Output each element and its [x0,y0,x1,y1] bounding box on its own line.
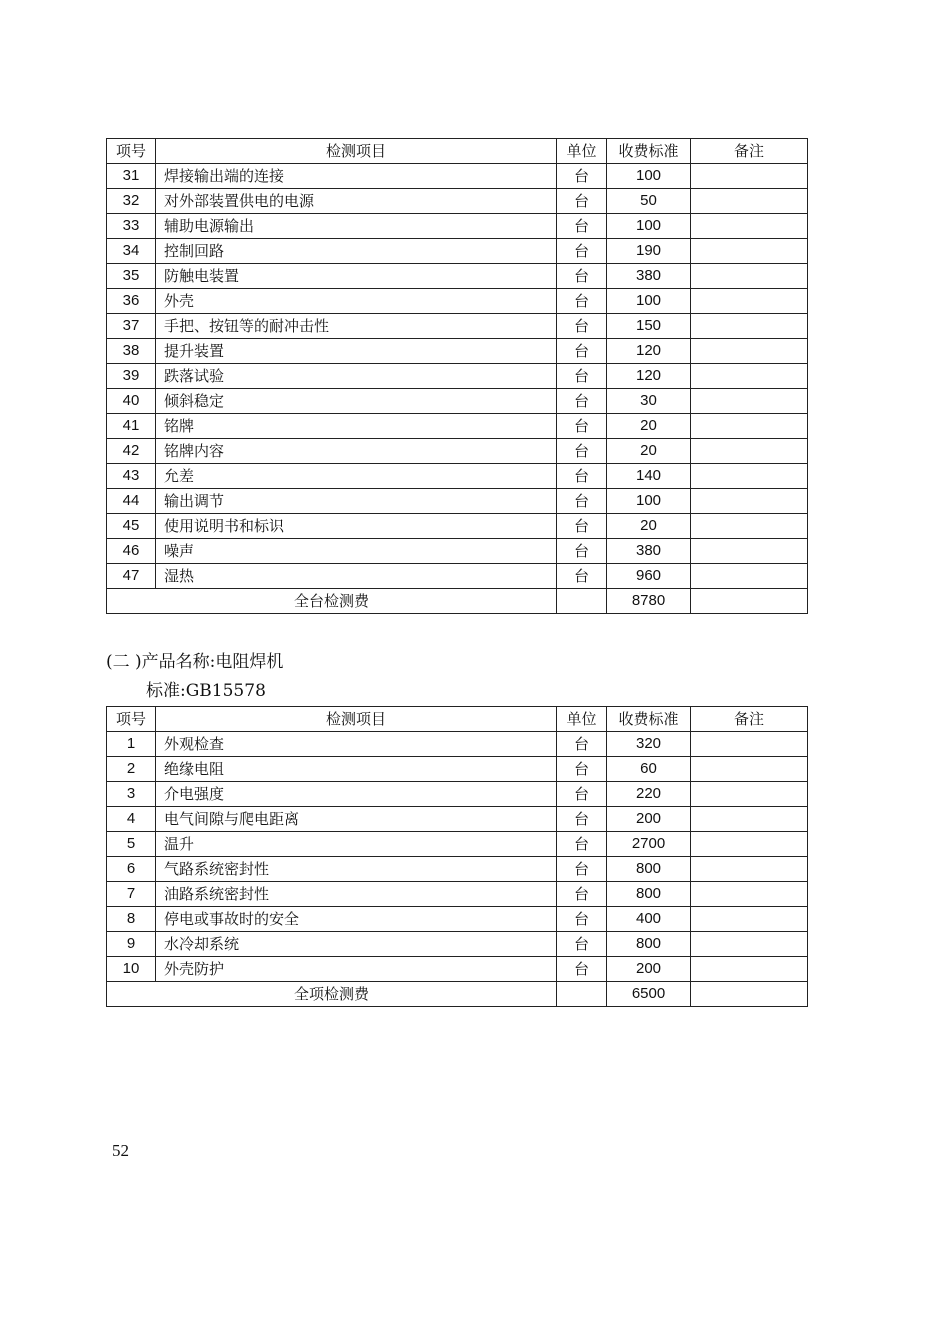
table-row [107,957,808,982]
row-number: 34 [107,239,156,264]
row-unit: 台 [557,289,607,314]
row-item: 停电或事故时的安全 [156,907,557,932]
row-unit: 台 [557,782,607,807]
fee-table-2 [106,706,808,1007]
row-number: 43 [107,464,156,489]
table-row [107,932,808,957]
row-note [691,314,808,339]
row-note [691,957,808,982]
table-row [107,414,808,439]
table-row [107,514,808,539]
row-note [691,782,808,807]
row-item: 铭牌内容 [156,439,557,464]
row-unit: 台 [557,189,607,214]
table-row [107,264,808,289]
total-fee: 8780 [607,589,691,614]
row-unit: 台 [557,264,607,289]
table-row [107,214,808,239]
row-number: 2 [107,757,156,782]
row-fee: 2700 [607,832,691,857]
row-item: 外观检查 [156,732,557,757]
table-row [107,364,808,389]
row-unit: 台 [557,882,607,907]
row-fee: 200 [607,957,691,982]
row-note [691,464,808,489]
header-item: 检测项目 [156,139,557,164]
total-label: 全台检测费 [107,589,557,614]
row-fee: 100 [607,164,691,189]
table-row [107,539,808,564]
row-note [691,857,808,882]
table-row [107,907,808,932]
row-unit: 台 [557,564,607,589]
table-row [107,314,808,339]
row-item: 对外部装置供电的电源 [156,189,557,214]
row-fee: 320 [607,732,691,757]
row-fee: 200 [607,807,691,832]
row-number: 40 [107,389,156,414]
row-item: 铭牌 [156,414,557,439]
row-unit: 台 [557,314,607,339]
row-unit: 台 [557,389,607,414]
header-item: 检测项目 [156,707,557,732]
table-row [107,832,808,857]
row-item: 使用说明书和标识 [156,514,557,539]
row-fee: 60 [607,757,691,782]
row-unit: 台 [557,339,607,364]
header-note: 备注 [691,139,808,164]
row-note [691,932,808,957]
page-number: 52 [112,1141,129,1160]
row-unit: 台 [557,164,607,189]
header-unit: 单位 [557,707,607,732]
row-item: 控制回路 [156,239,557,264]
row-fee: 190 [607,239,691,264]
row-note [691,264,808,289]
row-fee: 800 [607,882,691,907]
row-number: 8 [107,907,156,932]
row-note [691,807,808,832]
row-number: 39 [107,364,156,389]
row-note [691,832,808,857]
row-item: 允差 [156,464,557,489]
row-note [691,439,808,464]
row-number: 10 [107,957,156,982]
row-unit: 台 [557,239,607,264]
row-item: 绝缘电阻 [156,757,557,782]
row-note [691,339,808,364]
row-note [691,214,808,239]
table-row [107,439,808,464]
row-fee: 100 [607,214,691,239]
row-fee: 960 [607,564,691,589]
row-number: 45 [107,514,156,539]
row-fee: 140 [607,464,691,489]
section-standard: 标准:GB15578 [146,681,266,701]
row-number: 36 [107,289,156,314]
row-number: 47 [107,564,156,589]
row-unit: 台 [557,732,607,757]
row-item: 跌落试验 [156,364,557,389]
row-item: 噪声 [156,539,557,564]
table-header-row [107,139,808,164]
total-fee: 6500 [607,982,691,1007]
row-item: 输出调节 [156,489,557,514]
row-fee: 20 [607,514,691,539]
total-note [691,982,808,1007]
row-unit: 台 [557,757,607,782]
row-number: 9 [107,932,156,957]
header-no: 项号 [107,707,156,732]
header-no: 项号 [107,139,156,164]
row-item: 倾斜稳定 [156,389,557,414]
row-note [691,757,808,782]
row-fee: 220 [607,782,691,807]
table-row [107,757,808,782]
table-2-body [107,732,808,982]
row-number: 35 [107,264,156,289]
row-item: 介电强度 [156,782,557,807]
row-note [691,732,808,757]
header-unit: 单位 [557,139,607,164]
row-unit: 台 [557,957,607,982]
row-note [691,539,808,564]
row-item: 手把、按钮等的耐冲击性 [156,314,557,339]
row-fee: 50 [607,189,691,214]
row-unit: 台 [557,907,607,932]
row-number: 46 [107,539,156,564]
table-header-row [107,707,808,732]
table-row [107,464,808,489]
row-note [691,907,808,932]
row-unit: 台 [557,439,607,464]
row-number: 41 [107,414,156,439]
table-row [107,782,808,807]
row-number: 6 [107,857,156,882]
row-fee: 30 [607,389,691,414]
table-row [107,489,808,514]
row-fee: 120 [607,339,691,364]
table-row [107,389,808,414]
row-note [691,289,808,314]
table-row [107,239,808,264]
row-number: 4 [107,807,156,832]
row-fee: 800 [607,932,691,957]
row-item: 气路系统密封性 [156,857,557,882]
row-note [691,414,808,439]
table-row [107,339,808,364]
table-row [107,882,808,907]
row-unit: 台 [557,539,607,564]
row-number: 32 [107,189,156,214]
header-fee: 收费标准 [607,139,691,164]
row-unit: 台 [557,832,607,857]
row-item: 湿热 [156,564,557,589]
row-number: 3 [107,782,156,807]
row-item: 外壳 [156,289,557,314]
row-fee: 400 [607,907,691,932]
row-item: 水冷却系统 [156,932,557,957]
total-row [107,589,808,614]
table-row [107,857,808,882]
row-item: 温升 [156,832,557,857]
table-row [107,289,808,314]
total-row [107,982,808,1007]
row-item: 油路系统密封性 [156,882,557,907]
row-note [691,389,808,414]
row-fee: 150 [607,314,691,339]
row-number: 37 [107,314,156,339]
row-fee: 20 [607,414,691,439]
row-fee: 100 [607,489,691,514]
row-unit: 台 [557,414,607,439]
row-unit: 台 [557,489,607,514]
table-row [107,164,808,189]
row-fee: 100 [607,289,691,314]
section-title: (二 )产品名称:电阻焊机 [106,652,284,672]
row-item: 防触电装置 [156,264,557,289]
row-item: 外壳防护 [156,957,557,982]
row-item: 辅助电源输出 [156,214,557,239]
row-note [691,164,808,189]
row-note [691,364,808,389]
header-fee: 收费标准 [607,707,691,732]
row-unit: 台 [557,932,607,957]
table-row [107,189,808,214]
row-unit: 台 [557,464,607,489]
row-item: 电气间隙与爬电距离 [156,807,557,832]
row-number: 1 [107,732,156,757]
table-row [107,732,808,757]
fee-table-1 [106,138,808,614]
row-item: 提升装置 [156,339,557,364]
row-note [691,239,808,264]
row-number: 44 [107,489,156,514]
row-note [691,564,808,589]
row-number: 42 [107,439,156,464]
row-note [691,489,808,514]
row-fee: 380 [607,539,691,564]
row-number: 33 [107,214,156,239]
row-fee: 20 [607,439,691,464]
total-unit-cell [557,589,607,614]
row-unit: 台 [557,214,607,239]
row-unit: 台 [557,857,607,882]
row-number: 7 [107,882,156,907]
row-note [691,189,808,214]
row-number: 5 [107,832,156,857]
row-fee: 380 [607,264,691,289]
row-note [691,514,808,539]
total-note [691,589,808,614]
row-number: 38 [107,339,156,364]
table-1-body [107,164,808,589]
table-row [107,807,808,832]
row-fee: 120 [607,364,691,389]
row-unit: 台 [557,364,607,389]
row-note [691,882,808,907]
row-fee: 800 [607,857,691,882]
header-note: 备注 [691,707,808,732]
total-unit-cell [557,982,607,1007]
row-unit: 台 [557,807,607,832]
row-unit: 台 [557,514,607,539]
table-row [107,564,808,589]
row-number: 31 [107,164,156,189]
total-label: 全项检测费 [107,982,557,1007]
row-item: 焊接输出端的连接 [156,164,557,189]
